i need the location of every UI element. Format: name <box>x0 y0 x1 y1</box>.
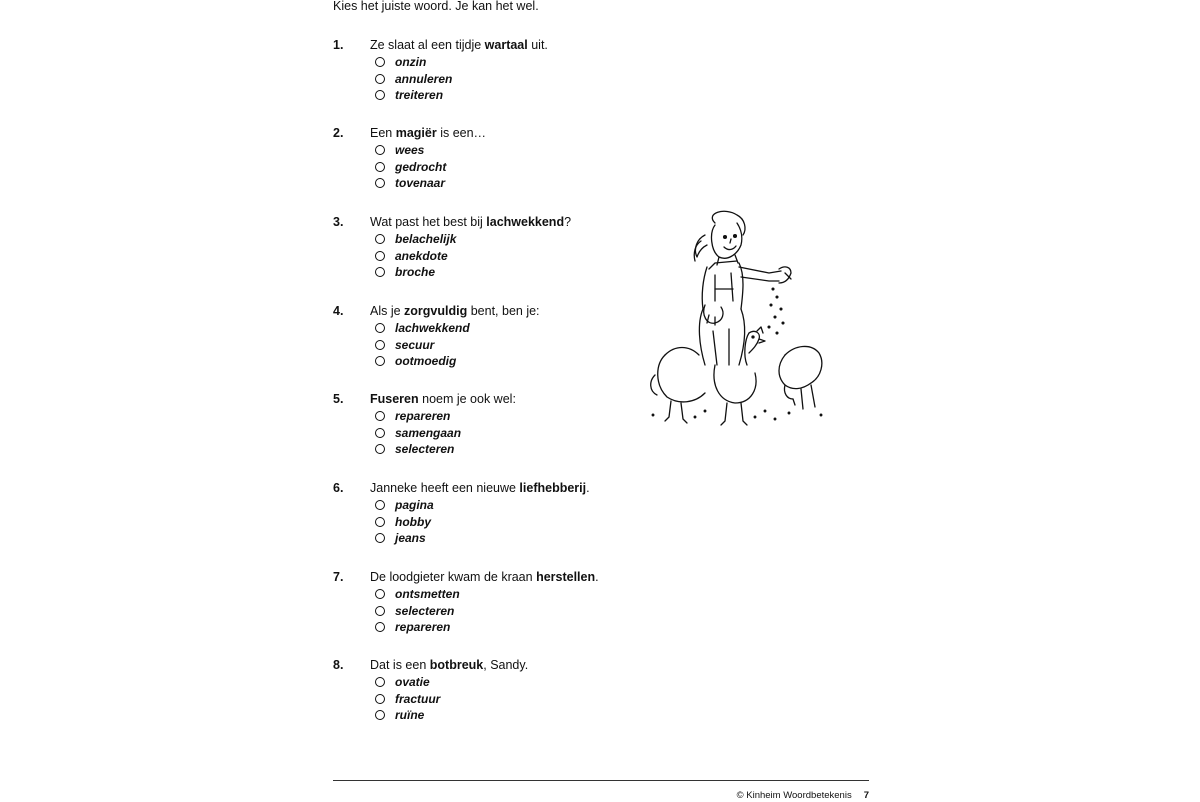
radio-circle-icon[interactable] <box>375 340 385 350</box>
option-7b[interactable] <box>333 603 653 620</box>
option-7c[interactable] <box>333 619 653 636</box>
options-list <box>333 674 653 724</box>
radio-circle-icon[interactable] <box>375 606 385 616</box>
question-text-pre: Ze slaat al een tijdje <box>370 38 485 52</box>
question-line <box>333 302 653 320</box>
question-line <box>333 479 653 497</box>
option-label: treiteren <box>395 88 444 102</box>
option-3c[interactable] <box>333 264 653 281</box>
question-line <box>333 656 653 674</box>
question-keyword: zorgvuldig <box>404 304 468 318</box>
option-8a[interactable] <box>333 674 653 691</box>
girl-feeding-chickens-illustration <box>645 205 830 430</box>
options-list <box>333 586 653 636</box>
radio-circle-icon[interactable] <box>375 444 385 454</box>
footer-copyright: © Kinheim Woordbetekenis <box>736 790 852 801</box>
radio-circle-icon[interactable] <box>375 323 385 333</box>
option-label: belachelijk <box>395 232 457 246</box>
radio-circle-icon[interactable] <box>375 356 385 366</box>
option-2c[interactable] <box>333 175 653 192</box>
question-number: 1. <box>333 38 344 52</box>
question-text-post: . <box>586 481 590 495</box>
option-label: repareren <box>395 620 451 634</box>
radio-circle-icon[interactable] <box>375 517 385 527</box>
question-text-post: ? <box>564 215 572 229</box>
option-label: secuur <box>395 337 435 352</box>
option-5a[interactable] <box>333 408 653 425</box>
question-text-pre: Dat is een <box>370 658 430 672</box>
radio-circle-icon[interactable] <box>375 145 385 155</box>
question-text-post: uit. <box>527 38 548 52</box>
radio-circle-icon[interactable] <box>375 694 385 704</box>
question-text-post: . <box>595 570 599 584</box>
question-number: 3. <box>333 215 344 229</box>
option-5b[interactable] <box>333 425 653 442</box>
radio-circle-icon[interactable] <box>375 411 385 421</box>
radio-circle-icon[interactable] <box>375 90 385 100</box>
question-text-pre: Een <box>370 126 396 140</box>
question-line <box>333 36 653 54</box>
question-text <box>370 124 486 142</box>
question-line <box>333 390 653 408</box>
option-label: ovatie <box>395 675 430 689</box>
question-keyword: wartaal <box>484 38 528 52</box>
option-4a[interactable] <box>333 320 653 337</box>
question-3 <box>333 213 653 281</box>
question-5 <box>333 390 653 458</box>
option-label: wees <box>395 143 425 157</box>
option-label: anekdote <box>395 248 448 263</box>
question-number: 4. <box>333 304 344 318</box>
question-7 <box>333 568 653 636</box>
question-text-pre: De loodgieter kwam de kraan <box>370 570 537 584</box>
question-keyword: herstellen <box>536 570 596 584</box>
option-6a[interactable] <box>333 497 653 514</box>
radio-circle-icon[interactable] <box>375 500 385 510</box>
option-8b[interactable] <box>333 691 653 708</box>
option-4b[interactable] <box>333 337 653 354</box>
option-label: broche <box>395 265 436 279</box>
option-5c[interactable] <box>333 441 653 458</box>
instruction-text: Kies het juiste woord. Je kan het wel. <box>333 0 539 13</box>
option-6c[interactable] <box>333 530 653 547</box>
question-text <box>370 390 516 408</box>
question-line <box>333 213 653 231</box>
question-keyword: botbreuk <box>429 658 484 672</box>
options-list <box>333 142 653 192</box>
option-2b[interactable] <box>333 159 653 176</box>
radio-circle-icon[interactable] <box>375 622 385 632</box>
radio-circle-icon[interactable] <box>375 57 385 67</box>
footer-divider <box>333 780 869 781</box>
option-3a[interactable] <box>333 231 653 248</box>
option-3b[interactable] <box>333 248 653 265</box>
question-6 <box>333 479 653 547</box>
option-6b[interactable] <box>333 514 653 531</box>
question-keyword: Fuseren <box>370 392 419 406</box>
option-label: hobby <box>395 514 431 529</box>
question-keyword: lachwekkend <box>486 215 565 229</box>
question-number: 7. <box>333 570 344 584</box>
option-label: gedrocht <box>395 159 447 174</box>
radio-circle-icon[interactable] <box>375 162 385 172</box>
question-text <box>370 656 528 674</box>
radio-circle-icon[interactable] <box>375 677 385 687</box>
question-number: 8. <box>333 658 344 672</box>
question-keyword: liefhebberij <box>519 481 587 495</box>
options-list <box>333 231 653 281</box>
question-text-post: is een… <box>436 126 487 140</box>
option-1b[interactable] <box>333 71 653 88</box>
question-text <box>370 213 571 231</box>
radio-circle-icon[interactable] <box>375 589 385 599</box>
option-label: pagina <box>395 498 434 512</box>
question-text-post: , Sandy. <box>483 658 529 672</box>
option-label: onzin <box>395 55 427 69</box>
option-4c[interactable] <box>333 353 653 370</box>
question-number: 5. <box>333 392 344 406</box>
question-text <box>370 302 540 320</box>
radio-circle-icon[interactable] <box>375 267 385 277</box>
question-text-pre: Wat past het best bij <box>370 215 487 229</box>
question-line <box>333 568 653 586</box>
page-footer <box>333 790 869 802</box>
radio-circle-icon[interactable] <box>375 251 385 261</box>
option-label: ontsmetten <box>395 587 460 601</box>
question-number: 6. <box>333 481 344 495</box>
question-1 <box>333 36 653 104</box>
question-text-post: bent, ben je: <box>467 304 540 318</box>
option-2a[interactable] <box>333 142 653 159</box>
question-line <box>333 124 653 142</box>
question-text-pre: Janneke heeft een nieuwe <box>370 481 520 495</box>
option-8c[interactable] <box>333 707 653 724</box>
question-number: 2. <box>333 126 344 140</box>
option-label: fractuur <box>395 691 441 706</box>
options-list <box>333 320 653 370</box>
options-list <box>333 408 653 458</box>
question-4 <box>333 302 653 370</box>
option-label: jeans <box>395 531 426 545</box>
option-1a[interactable] <box>333 54 653 71</box>
option-label: repareren <box>395 409 451 423</box>
option-label: annuleren <box>395 71 453 86</box>
radio-circle-icon[interactable] <box>375 178 385 188</box>
radio-circle-icon[interactable] <box>375 234 385 244</box>
option-label: tovenaar <box>395 176 446 190</box>
radio-circle-icon[interactable] <box>375 428 385 438</box>
question-text-post: noem je ook wel: <box>418 392 516 406</box>
option-7a[interactable] <box>333 586 653 603</box>
option-label: ruïne <box>395 708 425 722</box>
question-text <box>370 479 590 497</box>
options-list <box>333 497 653 547</box>
question-text <box>370 568 599 586</box>
option-label: ootmoedig <box>395 354 457 368</box>
radio-circle-icon[interactable] <box>375 533 385 543</box>
option-label: lachwekkend <box>395 321 470 335</box>
question-keyword: magiër <box>395 126 437 140</box>
radio-circle-icon[interactable] <box>375 74 385 84</box>
options-list <box>333 54 653 104</box>
option-label: samengaan <box>395 425 462 440</box>
radio-circle-icon[interactable] <box>375 710 385 720</box>
page-number: 7 <box>863 790 869 801</box>
question-text <box>370 36 548 54</box>
question-2 <box>333 124 653 192</box>
option-1c[interactable] <box>333 87 653 104</box>
question-8 <box>333 656 653 724</box>
option-label: selecteren <box>395 442 455 456</box>
option-label: selecteren <box>395 603 455 618</box>
question-text-pre: Als je <box>370 304 405 318</box>
